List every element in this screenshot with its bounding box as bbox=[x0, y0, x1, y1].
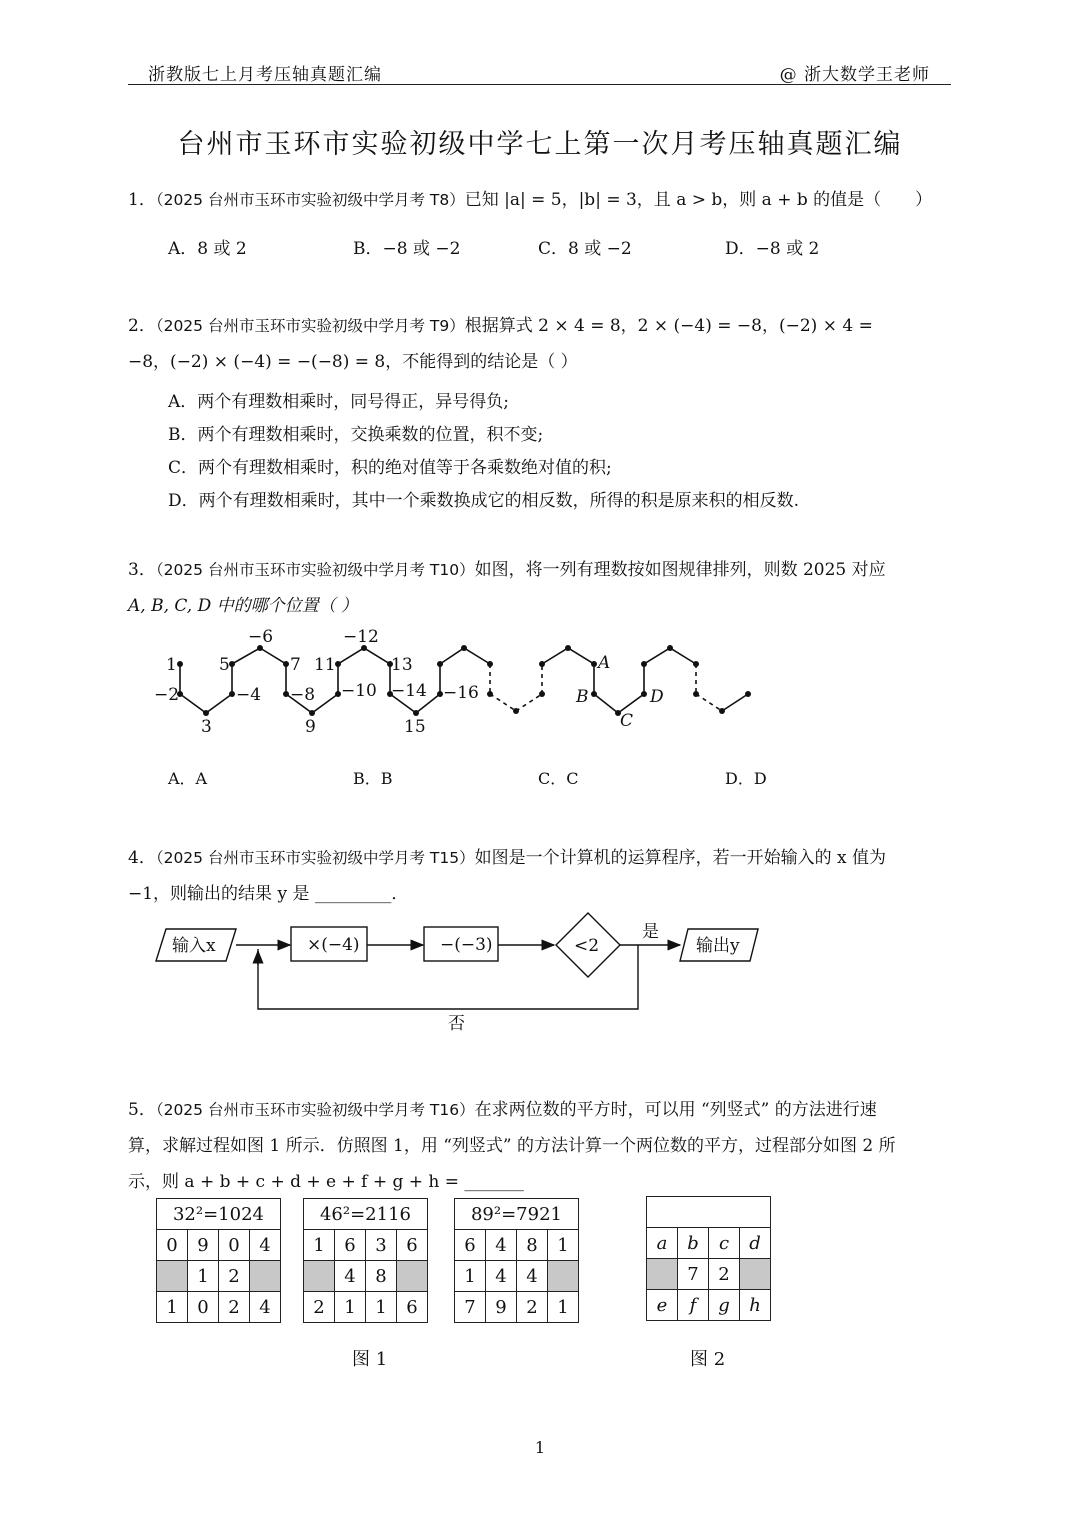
grid-cell-shaded bbox=[157, 1261, 188, 1292]
q3-label-7: 7 bbox=[290, 655, 301, 675]
grid-cell: 3 bbox=[366, 1230, 397, 1261]
flow-output-label: 输出y bbox=[696, 936, 740, 956]
q5-line3: 示，则 a + b + c + d + e + f + g + h = _______ bbox=[128, 1172, 524, 1192]
grid-cell: 0 bbox=[219, 1230, 250, 1261]
header-divider bbox=[128, 84, 951, 85]
q2-option-c: C．两个有理数相乘时，积的绝对值等于各乘数绝对值的积; bbox=[168, 458, 612, 478]
q5-fig1-grid-2 bbox=[303, 1198, 428, 1323]
q4-flowchart bbox=[150, 905, 770, 1035]
grid-cell: c bbox=[709, 1228, 740, 1259]
flow-cond-label: <2 bbox=[574, 936, 600, 956]
q5-figure1-caption: 图 1 bbox=[352, 1349, 388, 1370]
grid-cell: 9 bbox=[188, 1230, 219, 1261]
q3-label-B: B bbox=[576, 687, 589, 707]
grid-cell: g bbox=[709, 1290, 740, 1321]
q3-line2: A, B, C, D 中的哪个位置（ ） bbox=[128, 596, 359, 616]
q1-stem bbox=[128, 182, 958, 218]
q5-fig2-grid bbox=[646, 1196, 771, 1321]
header-right: @ 浙大数学王老师 bbox=[779, 65, 930, 85]
q5-number: 5． bbox=[128, 1100, 156, 1120]
q3-source: （2025 台州市玉环市实验初级中学月考 T10） bbox=[155, 561, 475, 579]
header-left: 浙教版七上月考压轴真题汇编 bbox=[148, 65, 382, 85]
q2-number: 2． bbox=[128, 316, 156, 336]
page-number: 1 bbox=[534, 1438, 546, 1457]
grid-header bbox=[647, 1197, 771, 1228]
grid-cell: 1 bbox=[366, 1292, 397, 1323]
q3-label-neg4: −4 bbox=[236, 685, 262, 705]
grid-cell: 1 bbox=[335, 1292, 366, 1323]
grid-cell-shaded bbox=[647, 1259, 678, 1290]
grid-cell: 1 bbox=[455, 1261, 486, 1292]
q3-label-11: 11 bbox=[314, 655, 336, 675]
q5-fig1-grid-1 bbox=[156, 1198, 281, 1323]
grid-cell: 4 bbox=[517, 1261, 548, 1292]
grid-cell: 4 bbox=[335, 1261, 366, 1292]
grid-cell-shaded bbox=[548, 1261, 579, 1292]
q3-stem bbox=[128, 552, 958, 624]
q5-line2: 算，求解过程如图 1 所示．仿照图 1，用 “列竖式” 的方法计算一个两位数的平方，过程部分如图 2 所 bbox=[128, 1136, 896, 1156]
q4-number: 4． bbox=[128, 848, 156, 868]
q3-label-neg10: −10 bbox=[341, 681, 377, 701]
grid-cell: 1 bbox=[548, 1230, 579, 1261]
q2-option-a: A．两个有理数相乘时，同号得正，异号得负; bbox=[168, 392, 510, 412]
grid-cell: 1 bbox=[157, 1292, 188, 1323]
q2-source: （2025 台州市玉环市实验初级中学月考 T9） bbox=[155, 317, 465, 335]
q4-source: （2025 台州市玉环市实验初级中学月考 T15） bbox=[155, 849, 475, 867]
grid-cell: 2 bbox=[219, 1261, 250, 1292]
flow-step1-label: ×(−4) bbox=[307, 935, 360, 955]
q4-stem bbox=[128, 840, 958, 912]
grid-cell-shaded bbox=[397, 1261, 428, 1292]
q3-label-neg8: −8 bbox=[290, 685, 316, 705]
q4-line1: 如图是一个计算机的运算程序，若一开始输入的 x 值为 bbox=[474, 848, 886, 868]
q1-option-c: C．8 或 −2 bbox=[538, 239, 632, 259]
q2-line2: −8，(−2) × (−4) = −(−8) = 8，不能得到的结论是（ ） bbox=[128, 352, 578, 372]
grid-cell: 6 bbox=[397, 1292, 428, 1323]
grid-cell: a bbox=[647, 1228, 678, 1259]
grid-cell: 9 bbox=[486, 1292, 517, 1323]
q2-option-b: B．两个有理数相乘时，交换乘数的位置，积不变; bbox=[168, 425, 544, 445]
q3-label-A: A bbox=[598, 653, 611, 673]
flow-step2-label: −(−3) bbox=[440, 935, 493, 955]
q3-line1: 如图，将一列有理数按如图规律排列，则数 2025 对应 bbox=[474, 560, 886, 580]
q3-option-a: A．A bbox=[168, 769, 208, 788]
q2-stem bbox=[128, 308, 958, 380]
q1-number: 1． bbox=[128, 190, 156, 210]
grid-header: 89²=7921 bbox=[455, 1199, 579, 1230]
grid-cell: 6 bbox=[455, 1230, 486, 1261]
grid-cell: 7 bbox=[455, 1292, 486, 1323]
grid-cell: h bbox=[740, 1290, 771, 1321]
flow-yes-label: 是 bbox=[642, 922, 659, 942]
grid-header: 46²=2116 bbox=[304, 1199, 428, 1230]
q1-option-a: A．8 或 2 bbox=[168, 239, 247, 259]
grid-cell: 2 bbox=[219, 1292, 250, 1323]
q3-label-neg2: −2 bbox=[154, 685, 180, 705]
q3-label-neg6: −6 bbox=[248, 627, 274, 647]
q5-fig1-grid-3 bbox=[454, 1198, 579, 1323]
q3-label-neg16: −16 bbox=[443, 683, 479, 703]
q3-label-neg12: −12 bbox=[343, 627, 379, 647]
grid-cell: e bbox=[647, 1290, 678, 1321]
q5-source: （2025 台州市玉环市实验初级中学月考 T16） bbox=[155, 1101, 475, 1119]
grid-cell: 1 bbox=[548, 1292, 579, 1323]
grid-cell: 6 bbox=[397, 1230, 428, 1261]
grid-cell-shaded bbox=[304, 1261, 335, 1292]
q3-label-3: 3 bbox=[201, 717, 212, 737]
grid-cell: f bbox=[678, 1290, 709, 1321]
flow-input-label: 输入x bbox=[172, 936, 216, 956]
grid-cell: 0 bbox=[157, 1230, 188, 1261]
q3-label-9: 9 bbox=[305, 717, 316, 737]
grid-cell: 4 bbox=[486, 1230, 517, 1261]
q3-option-c: C．C bbox=[538, 769, 579, 788]
q4-line2: −1，则输出的结果 y 是 _________． bbox=[128, 884, 409, 904]
grid-cell: d bbox=[740, 1228, 771, 1259]
q3-label-neg14: −14 bbox=[391, 681, 427, 701]
q3-label-1: 1 bbox=[166, 655, 177, 675]
grid-cell: 1 bbox=[304, 1230, 335, 1261]
grid-cell: 4 bbox=[250, 1230, 281, 1261]
grid-cell: 2 bbox=[517, 1292, 548, 1323]
q3-label-15: 15 bbox=[404, 717, 426, 737]
grid-cell-shaded bbox=[250, 1261, 281, 1292]
grid-cell: 1 bbox=[188, 1261, 219, 1292]
q3-label-5: 5 bbox=[219, 655, 230, 675]
grid-cell: 4 bbox=[486, 1261, 517, 1292]
q5-stem bbox=[128, 1092, 958, 1200]
grid-cell: 4 bbox=[250, 1292, 281, 1323]
q5-line1: 在求两位数的平方时，可以用 “列竖式” 的方法进行速 bbox=[474, 1100, 877, 1120]
q2-option-d: D．两个有理数相乘时，其中一个乘数换成它的相反数，所得的积是原来积的相反数. bbox=[168, 491, 800, 511]
q1-option-b: B．−8 或 −2 bbox=[353, 239, 461, 259]
page-title: 台州市玉环市实验初级中学七上第一次月考压轴真题汇编 bbox=[177, 129, 903, 160]
grid-cell: 0 bbox=[188, 1292, 219, 1323]
grid-cell: 2 bbox=[709, 1259, 740, 1290]
q3-option-b: B．B bbox=[353, 769, 393, 788]
grid-cell: 6 bbox=[335, 1230, 366, 1261]
q1-source: （2025 台州市玉环市实验初级中学月考 T8） bbox=[155, 191, 465, 209]
grid-cell: 7 bbox=[678, 1259, 709, 1290]
grid-cell: 2 bbox=[304, 1292, 335, 1323]
q3-label-D: D bbox=[650, 687, 664, 707]
q5-figure2-caption: 图 2 bbox=[690, 1349, 726, 1370]
flow-no-label: 否 bbox=[448, 1014, 465, 1034]
grid-header: 32²=1024 bbox=[157, 1199, 281, 1230]
q3-zigzag-figure bbox=[140, 620, 780, 740]
q1-text: 已知 |a| = 5，|b| = 3，且 a > b，则 a + b 的值是（ ） bbox=[464, 190, 933, 210]
q1-option-d: D．−8 或 2 bbox=[725, 239, 820, 259]
grid-cell: 8 bbox=[517, 1230, 548, 1261]
grid-cell: b bbox=[678, 1228, 709, 1259]
q3-option-d: D．D bbox=[725, 769, 767, 788]
q3-label-13: 13 bbox=[391, 655, 413, 675]
grid-cell: 8 bbox=[366, 1261, 397, 1292]
q3-number: 3． bbox=[128, 560, 156, 580]
grid-cell-shaded bbox=[740, 1259, 771, 1290]
q2-line1: 根据算式 2 × 4 = 8，2 × (−4) = −8，(−2) × 4 = bbox=[464, 316, 873, 336]
q3-label-C: C bbox=[620, 711, 634, 731]
